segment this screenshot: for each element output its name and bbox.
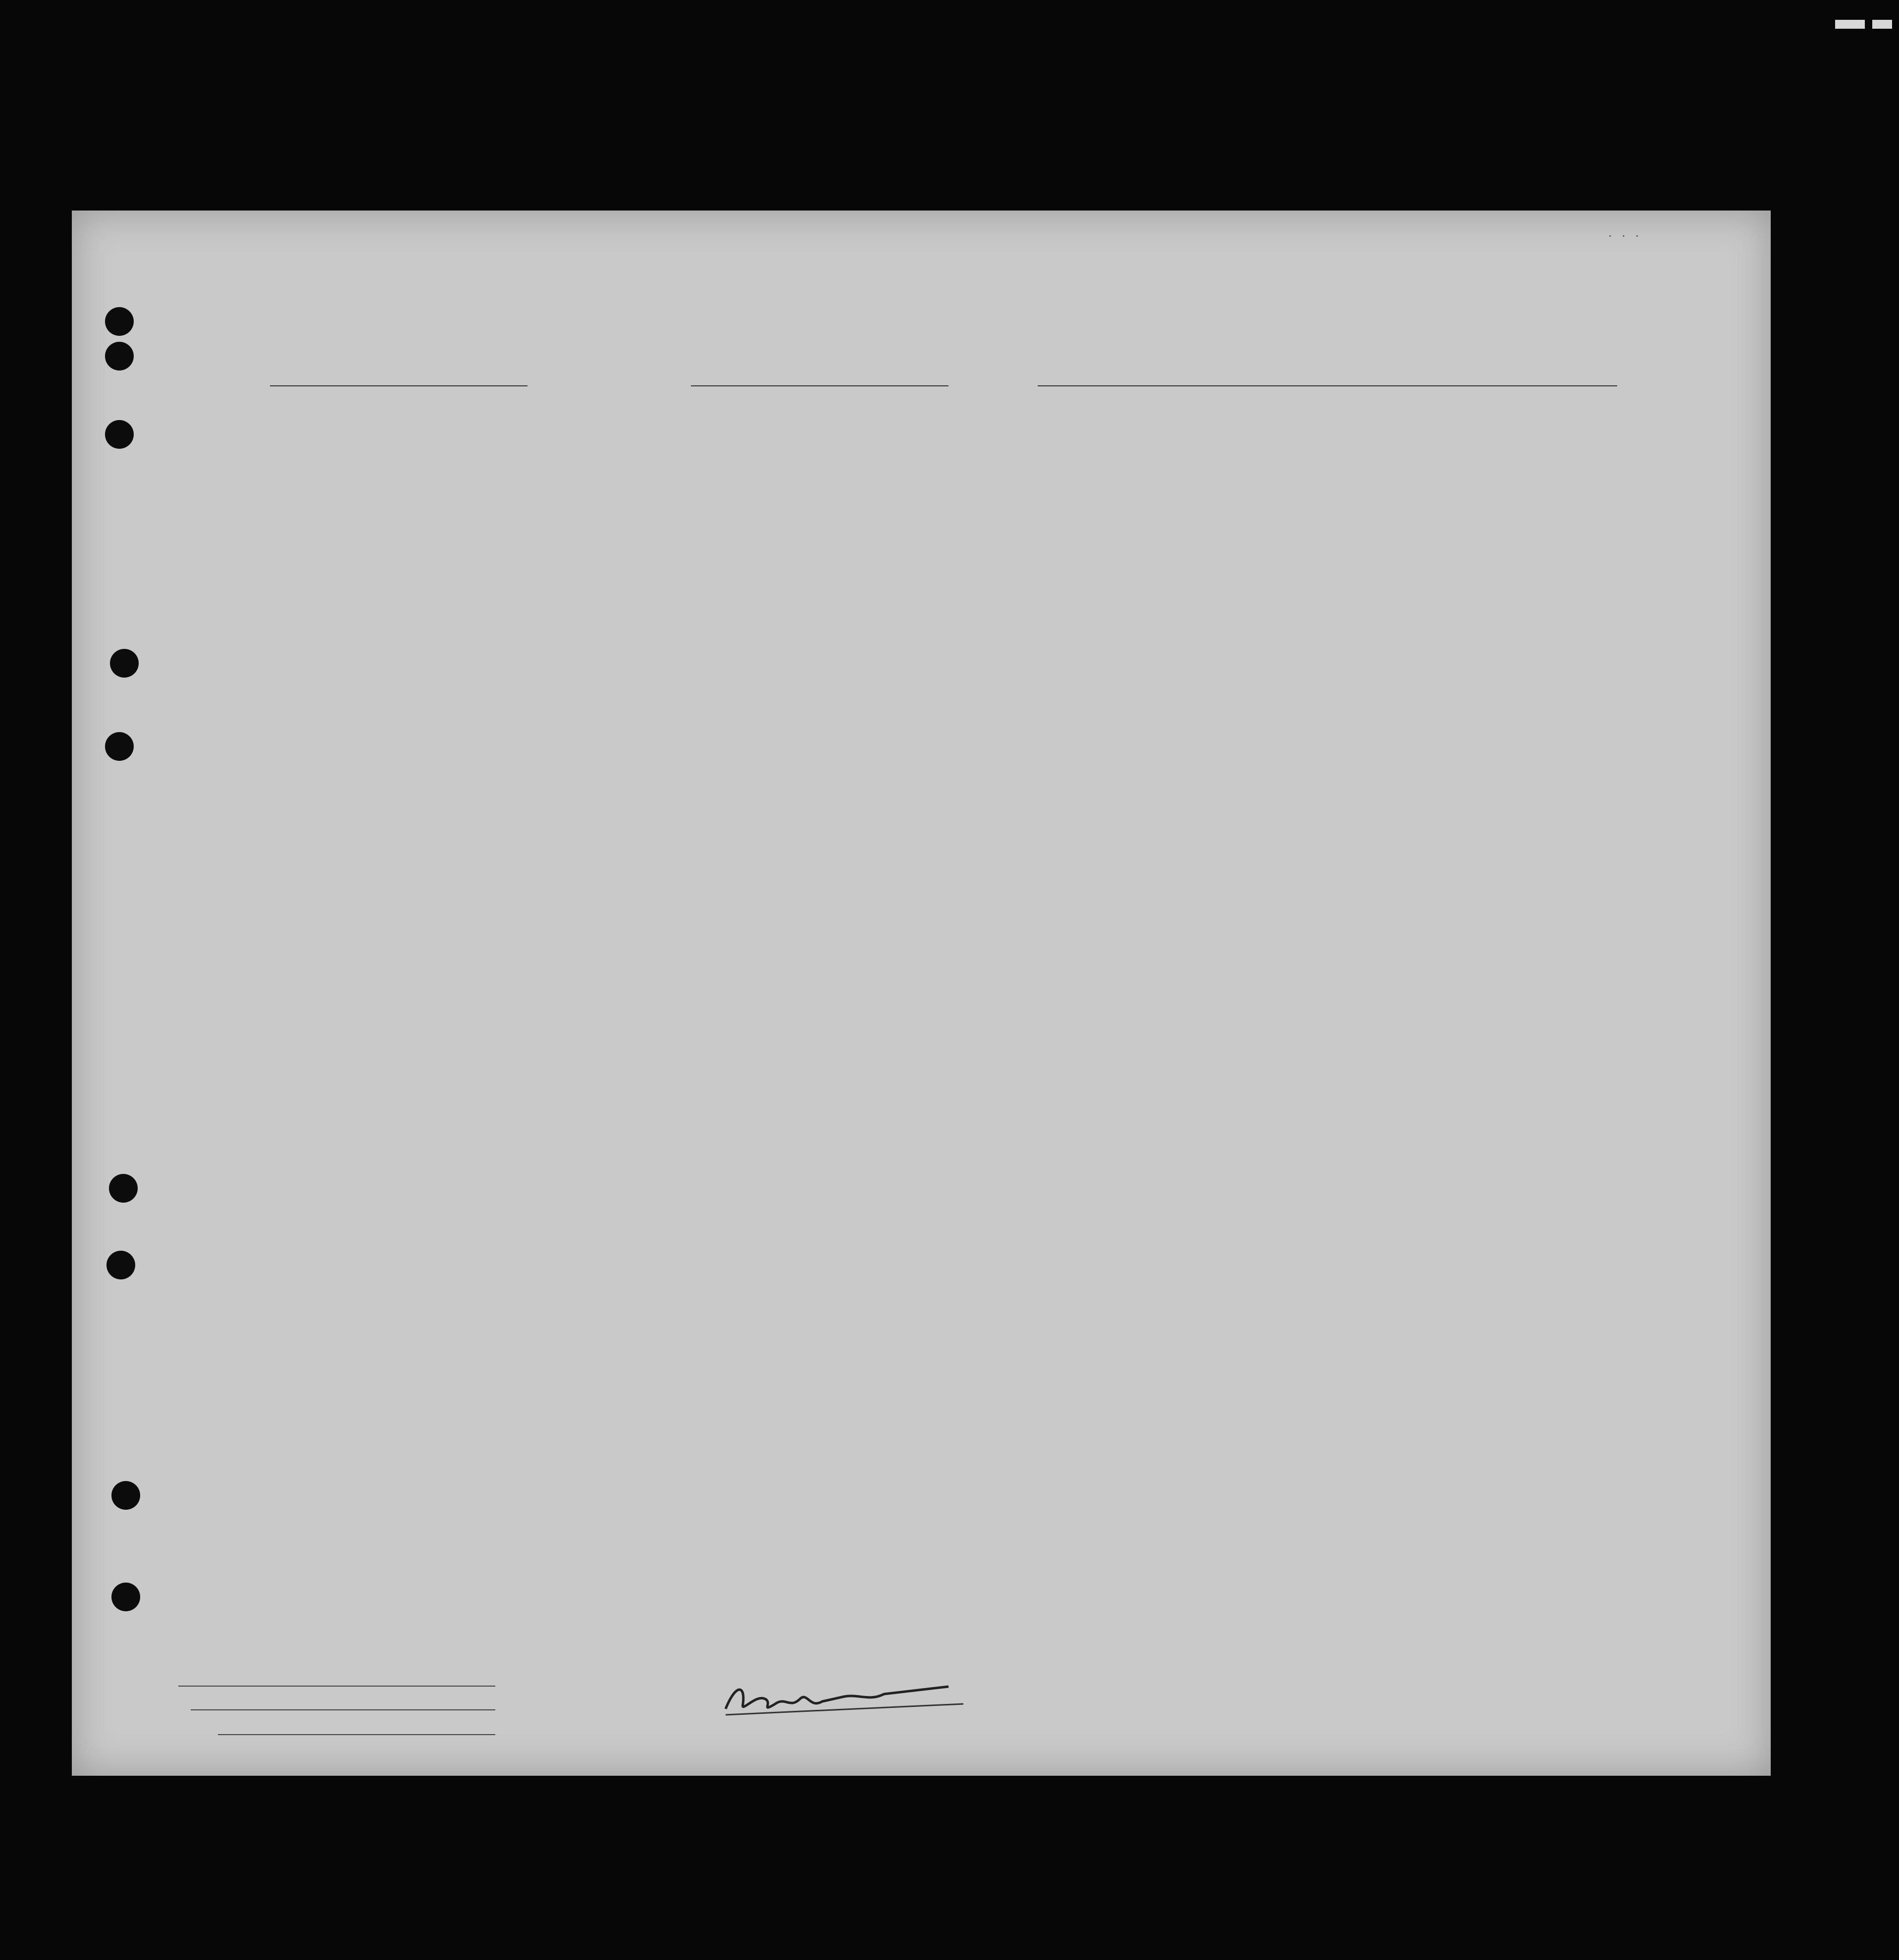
line-underline xyxy=(178,1686,495,1687)
punch-hole xyxy=(110,649,139,678)
vessel-underline xyxy=(270,385,528,386)
punch-hole xyxy=(106,1251,135,1279)
punch-hole xyxy=(105,420,134,449)
punch-hole xyxy=(109,1174,138,1203)
agents-underline xyxy=(218,1734,495,1735)
crew-table xyxy=(87,391,1761,1630)
punch-hole xyxy=(105,342,134,371)
punch-hole xyxy=(111,1481,140,1510)
inspector-signature xyxy=(716,1674,973,1729)
punch-hole xyxy=(111,1583,140,1611)
film-mark xyxy=(1872,20,1892,29)
year-underline xyxy=(1553,385,1617,386)
film-mark xyxy=(1835,20,1865,29)
sheet-dots: · · · xyxy=(1608,229,1642,243)
arrival-underline xyxy=(1038,385,1573,386)
manifest-sheet xyxy=(72,211,1771,1776)
owners-underline xyxy=(191,1709,495,1710)
punch-hole xyxy=(105,307,134,336)
footer xyxy=(72,1632,1771,1776)
vessel-line xyxy=(72,367,1771,388)
punch-hole xyxy=(105,732,134,761)
port-underline xyxy=(691,385,949,386)
